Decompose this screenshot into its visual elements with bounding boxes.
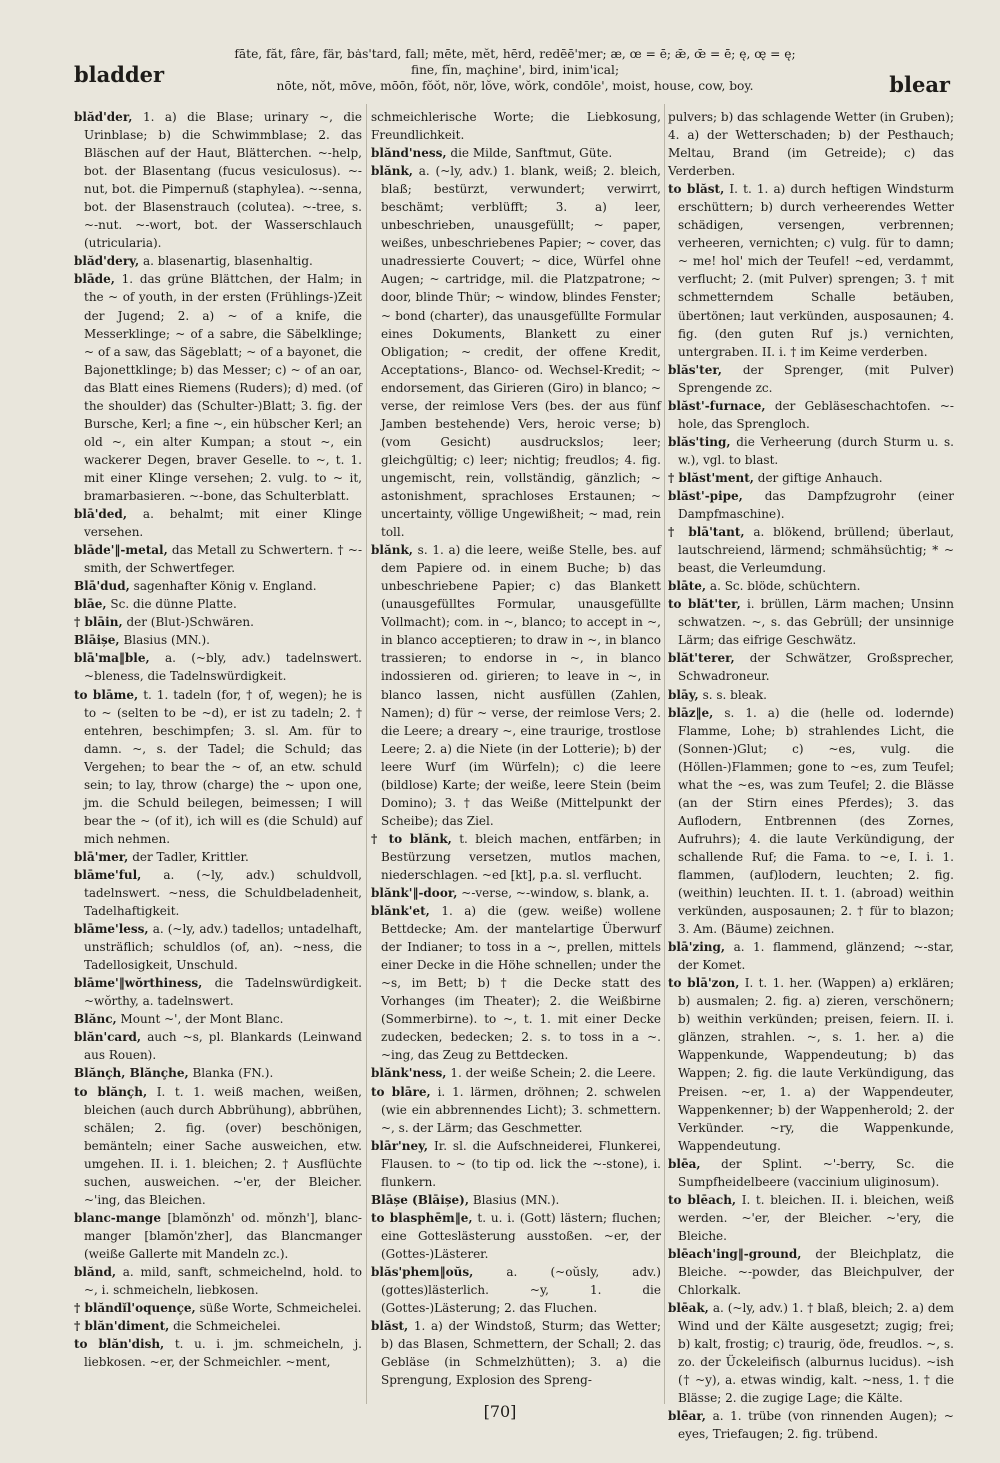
entry-headword: blănd, (74, 1265, 117, 1279)
entry-definition: i. 1. lärmen, dröhnen; 2. schwelen (wie ein abbrennendes Licht); 3. schmettern. ~, s. der Lärm; das Geschmetter. (381, 1084, 661, 1135)
entry-headword: blănk, (371, 543, 413, 558)
entry-definition: die Milde, Sanftmut, Güte. (450, 146, 613, 161)
entry-headword: blăt'terer, (668, 651, 735, 666)
pronunciation-key-line: fine, fĭn, maçhine', bird, inim'ical; (410, 63, 620, 77)
page-header (0, 0, 1000, 100)
pronunciation-key-line: fāte, făt, fâre, fär, bȧs'tard, fall; mēte, mĕt, hērd, redēē'mer; æ, œ = ē; ǣ, œ̄ = ē; ę, œ̨ = ę; (234, 47, 796, 61)
entry-definition: i. brüllen, Lärm machen; Unsinn schwatzen. ~, s. das Gebrüll; der unsinnige Lärm; das eifrige Geschwätz. (678, 597, 954, 648)
dictionary-entry (74, 270, 362, 505)
entry-headword: † blăn'diment, (74, 1319, 170, 1334)
dictionary-entry (371, 162, 661, 541)
dictionary-entry (668, 1155, 954, 1191)
entry-headword: blāy, (668, 687, 699, 702)
dictionary-entry (74, 1064, 362, 1082)
entry-definition: 1. das grüne Blättchen, der Halm; in the ~ of youth, in der ersten (Frühlings-)Zeit der Jugend; 2. a) ~ of a knife, die Messerklinge; ~ of a sabre, die Säbelklinge; ~ of a saw, das Sägeblatt; ~ of a bayonet, die Bajonettklinge; b) das Messer; c) ~ of an oar, das Blatt eines Riemens (Ruders); d) med. (of the shoulder) das (Schulter-)Blatt; 3. fig. der Bursche, Kerl; a fine ~, ein hübscher Kerl; an old ~, ein alter Kumpan; a stout ~, ein wackerer Degen, braver Geselle. to ~, t. 1. mit einer Klinge versehen; 2. vulg. to ~ it, bramarbasieren. ~-bone, das Schulterblatt. (84, 272, 362, 503)
column-3 (668, 108, 954, 1442)
entry-definition: süße Worte, Schmeichelei. (199, 1301, 362, 1316)
entry-definition: t. u. i. jm. schmeicheln, j. liebkosen. ~er, der Schmeichler. ~ment, (84, 1337, 362, 1370)
entry-headword: to blăst, (668, 182, 725, 197)
dictionary-entry (668, 649, 954, 685)
entry-headword: to blēach, (668, 1192, 737, 1207)
entry-headword: † blăndĭl'oquençe, (74, 1301, 196, 1316)
dictionary-entry (74, 1010, 362, 1028)
entry-headword: blāde'‖-metal, (74, 543, 168, 558)
entry-headword: † blā'tant, (668, 525, 745, 540)
entry-definition: a. Sc. blöde, schüchtern. (709, 579, 861, 594)
entry-headword: blāme'less, (74, 922, 149, 937)
dictionary-entry (668, 704, 954, 939)
entry-headword: blăs'ter, (668, 362, 722, 377)
entry-definition: a. (~ly, adv.) tadellos; untadelhaft, unsträflich; schuldlos (of, an). ~ness, die Tadellosigkeit, Unschuld. (84, 922, 362, 973)
dictionary-entry (668, 974, 954, 1154)
entry-definition: der Gebläseschachtofen. ~-hole, das Sprengloch. (678, 398, 954, 431)
entry-headword: to blănçh, (74, 1084, 148, 1099)
entry-headword: Blănçh, Blănçhe, (74, 1066, 189, 1081)
entry-definition: schmeichlerische Worte; die Liebkosung, Freundlichkeit. (371, 110, 661, 143)
entry-headword: Blāșe (Blāișe), (371, 1192, 470, 1207)
dictionary-entry (74, 686, 362, 848)
entry-definition: der Sprenger, (mit Pulver) Sprengende zc. (678, 362, 954, 395)
dictionary-entry (74, 108, 362, 252)
dictionary-entry (668, 361, 954, 397)
entry-headword: blăd'dery, (74, 254, 140, 269)
dictionary-entry (371, 1209, 661, 1263)
entry-headword: blănk, (371, 164, 413, 179)
entry-headword: blăs'ting, (668, 434, 731, 449)
entry-headword: to blasphēm‖e, (371, 1210, 473, 1225)
dictionary-entry (74, 505, 362, 541)
entry-definition: der Bleichplatz, die Bleiche. ~-powder, das Bleichpulver, der Chlorkalk. (678, 1246, 954, 1298)
entry-headword: blanc-mange (74, 1210, 161, 1225)
dictionary-entry (74, 848, 362, 866)
entry-definition: a. (~ly, adv.) 1. † blaß, bleich; 2. a) dem Wind und der Kälte ausgesetzt; zugig; frei; b) kalt, frostig; c) traurig, öde, freudlos. ~, s. zo. der Ückeleifisch (alburnus lucidus). ~ish († ~y), a. etwas windig, kalt. ~ness, 1. † die Blässe; 2. die zugige Lage; die Kälte. (678, 1301, 954, 1406)
dictionary-entry (74, 974, 362, 1010)
entry-definition: s. 1. a) die (helle od. lodernde) Flamme, Lohe; b) strahlendes Licht, die (Sonnen-)Glut; c) ~es, vulg. die (Höllen-)Flammen; gone to ~es, zum Teufel; what the ~es, was zum Teufel; 2. die Blässe (an der Stirn eines Pferdes); 3. das Auflodern, Entbrennen (des Zornes, Aufruhrs); 4. die laute Verkündigung, der schallende Ruf; die Fama. to ~e, I. i. 1. flammen, (auf)lodern, leuchten; 2. fig. (weithin) leuchten. II. t. 1. (abroad) weithin verkünden, ausposaunen; 2. † für to blazon; 3. Am. (Bäume) zeichnen. (678, 705, 954, 937)
dictionary-entry (371, 1083, 661, 1137)
dictionary-entry (668, 180, 954, 360)
dictionary-entry (74, 1317, 362, 1335)
entry-definition: t. 1. tadeln (for, † of, wegen); he is to ~ (selten to be ~d), er ist zu tadeln; 2. † entehren, beschimpfen; 3. sl. Am. für to damn. ~, s. der Tadel; die Schuld; das Vergehen; to bear the ~ of, an etw. schuld sein; to lay, throw (charge) the ~ upon one, jm. die Schuld beilegen, beimessen; I will bear the ~ (of it), ich will es (die Schuld) auf mich nehmen. (84, 687, 362, 846)
entry-headword: † blăst'ment, (668, 470, 754, 485)
entry-headword: to blāre, (371, 1084, 431, 1099)
entry-headword: Blănc, (74, 1012, 117, 1027)
entry-headword: blāz‖e, (668, 705, 714, 720)
dictionary-entry (371, 1317, 661, 1389)
entry-definition: a. blökend, brüllend; überlaut, lautschreiend, lärmend; schmähsüchtig; * ~ beast, die Verleumdung. (678, 525, 954, 576)
entry-definition: 1. a) der Windstoß, Sturm; das Wetter; b) das Blasen, Schmettern, der Schall; 2. das Gebläse (in Schmelzhütten); 3. a) die Sprengung, Explosion des Spreng- (381, 1319, 661, 1388)
dictionary-entry (371, 144, 661, 162)
dictionary-entry (74, 1209, 362, 1263)
entry-headword: blănk'ness, (371, 1066, 447, 1081)
entry-headword: to blāme, (74, 687, 139, 702)
dictionary-entry (74, 252, 362, 270)
entry-headword: blăst, (371, 1319, 409, 1334)
page-number: [70] (483, 1402, 517, 1421)
entry-definition: ~-verse, ~-window, s. blank, a. (461, 886, 650, 901)
dictionary-entry (74, 631, 362, 649)
dictionary-entry (74, 541, 362, 577)
dictionary-entry (371, 108, 661, 144)
dictionary-entry (668, 1299, 954, 1407)
dictionary-entry (74, 577, 362, 595)
entry-headword: blăst'-pipe, (668, 488, 743, 503)
entry-headword: blănk'‖-door, (371, 886, 458, 901)
pronunciation-key (215, 46, 815, 94)
column-1 (74, 108, 362, 1398)
dictionary-entry (668, 577, 954, 595)
entry-definition: das Metall zu Schwertern. † ~-smith, der Schwertfeger. (84, 543, 362, 576)
dictionary-entry (668, 108, 954, 180)
dictionary-entry (371, 1137, 661, 1191)
entry-definition: I. t. 1. weiß machen, weißen, bleichen (auch durch Abbrühung), abbrühen, schälen; 2. fig. (over) beschönigen, bemänteln; einer Sache ausweichen, etw. umgehen. II. i. 1. bleichen; 2. † Ausflüchte suchen, ausweichen. ~'er, der Bleicher. ~'ing, das Bleichen. (84, 1084, 362, 1207)
entry-headword: blēach'ing‖-ground, (668, 1246, 802, 1261)
entry-headword: blāte, (668, 579, 707, 594)
dictionary-entry (668, 487, 954, 523)
dictionary-entry (74, 920, 362, 974)
entry-headword: blāme'‖wŏrthiness, (74, 976, 203, 991)
entry-definition: Blasius (MN.). (123, 633, 210, 648)
entry-definition: die Tadelnswürdigkeit. ~wŏrthy, a. tadelnswert. (84, 976, 362, 1009)
entry-definition: a. (~ly, adv.) schuldvoll, tadelnswert. ~ness, die Schuldbeladenheit, Tadelhaftigkeit. (84, 867, 362, 919)
entry-headword: blā'zing, (668, 940, 726, 955)
entry-definition: der giftige Anhauch. (757, 470, 883, 485)
entry-headword: Blā'dud, (74, 579, 130, 594)
dictionary-entry (74, 1028, 362, 1064)
dictionary-entry (668, 433, 954, 469)
entry-headword: blāe, (74, 597, 107, 612)
entry-headword: blā'ma‖ble, (74, 651, 150, 666)
column-2 (371, 108, 661, 1398)
dictionary-entry (668, 523, 954, 577)
dictionary-entry (74, 595, 362, 613)
entry-headword: blār'ney, (371, 1138, 429, 1153)
entry-definition: a. (~bly, adv.) tadelnswert. ~bleness, die Tadelnswürdigkeit. (84, 651, 362, 684)
entry-definition: pulvers; b) das schlagende Wetter (in Gruben); 4. a) der Wetterschaden; b) der Pesthauch; Meltau, Brand (im Getreide); c) das Verderben. (668, 110, 954, 179)
entry-definition: a. (~oŭsly, adv.) (gottes)lästerlich. ~y, 1. die (Gottes-)Lästerung; 2. das Fluchen. (381, 1265, 661, 1316)
entry-definition: a. blasenartig, blasenhaltig. (142, 254, 313, 269)
entry-headword: blā'ded, (74, 507, 127, 522)
dictionary-entry (74, 649, 362, 685)
dictionary-entry (668, 686, 954, 704)
entry-definition: Mount ~', der Mont Blanc. (120, 1012, 284, 1027)
entry-headword: blăd'der, (74, 110, 133, 124)
dictionary-entry (74, 1263, 362, 1299)
dictionary-entry (668, 595, 954, 649)
dictionary-entry (668, 1191, 954, 1245)
dictionary-entry (668, 469, 954, 487)
dictionary-entry (74, 1299, 362, 1317)
entry-definition: I. t. bleichen. II. i. bleichen, weiß werden. ~'er, der Bleicher. ~'ery, die Bleiche. (678, 1192, 954, 1243)
dictionary-entry (371, 1064, 661, 1082)
entry-definition: s. 1. a) die leere, weiße Stelle, bes. auf dem Papiere od. in einem Buche; b) das unbeschriebene Papier; c) das Blankett (unausgefülltes Formular, unausgefüllte Vollmacht); com. in ~, blanco; to accept in ~, in blanco acceptieren; to draw in ~, in blanco trassieren; to endorse in ~, in blanco indossieren od. girieren; to leave in ~, in blanco lassen, nicht ausfüllen (Zahlen, Namen); d) für ~ verse, der reimlose Vers; 2. die Leere; a dreary ~, eine traurige, trostlose Leere; 2. a) die Niete (in der Lotterie); b) der leere Wurf (im Würfeln); c) die leere (bildlose) Karte; der weiße, leere Stein (beim Domino); 3. † das Weiße (Mittelpunkt der Scheibe); das Ziel. (381, 543, 661, 828)
entry-definition: der Schwätzer, Großsprecher, Schwadroneur. (678, 651, 954, 684)
entry-headword: † to blănk, (371, 831, 452, 846)
dictionary-entry (74, 613, 362, 631)
entry-definition: Sc. die dünne Platte. (110, 597, 237, 612)
entry-definition: 1. a) die (gew. weiße) wollene Bettdecke; Am. der mantelartige Überwurf der Indianer; to toss in a ~, prellen, mittels einer Decke in die Höhe schnellen; under the ~s, im Bett; b) † die Decke statt des Vorhanges (im Theater); 2. die Weißbirne (Sommerbirne). to ~, t. 1. mit einer Decke zudecken, bedecken; 2. s. to toss in a ~. ~ing, das Zeug zu Bettdecken. (381, 904, 661, 1063)
entry-definition: der Splint. ~'-berry, Sc. die Sumpfheidelbeere (vaccinium uliginosum). (678, 1156, 954, 1189)
dictionary-entry (74, 1335, 362, 1371)
dictionary-entry (668, 1245, 954, 1299)
entry-headword: blăn'card, (74, 1030, 142, 1045)
dictionary-entry (74, 866, 362, 920)
entry-definition: der (Blut-)Schwären. (126, 615, 254, 630)
entry-headword: to blăt'ter, (668, 597, 741, 612)
entry-definition: Blasius (MN.). (472, 1192, 560, 1207)
dictionary-entry (371, 1263, 661, 1317)
guide-word-left: bladder (74, 62, 165, 87)
entry-definition: I. t. 1. a) durch heftigen Windsturm erschüttern; b) durch verheerendes Wetter schädigen, versengen, verbrennen; verheeren, vernichten; c) vulg. für to damn; ~ me! hol' mich der Teufel! ~ed, verdammt, verflucht; 2. (mit Pulver) sprengen; 3. † mit schmetterndem Schalle betäuben, übertönen; laut verkünden, ausposaunen; 4. fig. (den guten Ruf js.) vernichten, untergraben. II. i. † im Keime verderben. (678, 182, 954, 359)
dictionary-entry (371, 1191, 661, 1209)
entry-definition: a. behalmt; mit einer Klinge versehen. (84, 507, 362, 540)
dictionary-entry (74, 1083, 362, 1209)
entry-definition: [blamŏnzh' od. mŏnzh'], blanc-manger [blamŏn'zher], das Blancmanger (weiße Gallerte mit Mandeln zc.). (84, 1210, 362, 1261)
entry-definition: I. t. 1. her. (Wappen) a) erklären; b) ausmalen; 2. fig. a) zieren, verschönern; b) weithin verkünden; preisen, feiern. II. i. glänzen, strahlen. ~, s. 1. her. a) die Wappenkunde, Wappendeutung; b) das Wappen; 2. fig. die laute Verkündigung, das Preisen. ~er, 1. a) der Wappendeuter, Wappenkenner; b) der Wappenherold; 2. der Verkünder. ~ry, die Wappenkunde, Wappendeutung. (678, 976, 954, 1153)
dictionary-entry (371, 902, 661, 1064)
entry-headword: † blāin, (74, 615, 123, 630)
entry-definition: Ir. sl. die Aufschneiderei, Flunkerei, Flausen. to ~ (to tip od. lick the ~-stone), i. flunkern. (381, 1138, 661, 1189)
entry-headword: Blāișe, (74, 633, 120, 648)
entry-headword: to blā'zon, (668, 976, 740, 991)
entry-definition: der Tadler, Krittler. (132, 849, 249, 864)
entry-definition: die Schmeichelei. (173, 1319, 281, 1334)
entry-headword: blāme'ful, (74, 867, 142, 882)
dictionary-entry (371, 830, 661, 884)
entry-headword: blănd'ness, (371, 146, 447, 161)
entry-headword: blēar, (668, 1409, 706, 1424)
entry-headword: blănk'et, (371, 904, 430, 919)
entry-definition: a. 1. flammend, glänzend; ~-star, der Komet. (678, 940, 954, 973)
dictionary-entry (371, 541, 661, 830)
dictionary-entry (668, 938, 954, 974)
dictionary-entry (668, 397, 954, 433)
entry-headword: blăs'phem‖oŭs, (371, 1265, 474, 1279)
entry-headword: blāde, (74, 272, 115, 287)
entry-headword: blăst'-furnace, (668, 398, 766, 413)
guide-word-right: blear (889, 72, 950, 97)
dictionary-entry (371, 884, 661, 902)
entry-definition: Blanka (FN.). (192, 1066, 274, 1081)
entry-headword: blēa, (668, 1156, 701, 1171)
entry-headword: blā'mer, (74, 849, 129, 864)
entry-definition: t. bleich machen, entfärben; in Bestürzung versetzen, mutlos machen, niederschlagen. ~ed [kt], p.a. sl. verflucht. (381, 831, 661, 882)
entry-definition: a. 1. trübe (von rinnenden Augen); ~ eyes, Triefaugen; 2. fig. trübend. (678, 1409, 954, 1442)
entry-definition: s. s. bleak. (702, 687, 767, 702)
pronunciation-key-line: nōte, nŏt, mōve, mōōn, fŏŏt, nör, lŏve, wŏrk, condōle', moist, house, cow, boy. (276, 79, 754, 93)
entry-definition: t. u. i. (Gott) lästern; fluchen; eine Gotteslästerung ausstoßen. ~er, der (Gottes-)Lästerer. (381, 1210, 661, 1261)
entry-definition: 1. der weiße Schein; 2. die Leere. (450, 1066, 656, 1081)
entry-definition: 1. a) die Blase; urinary ~, die Urinblase; b) die Schwimmblase; 2. das Bläschen auf der Haut, Blätterchen. ~-help, bot. der Blasentang (fucus vesiculosus). ~-nut, bot. die Pimpernuß (staphylea). ~-senna, bot. der Blasenstrauch (colutea). ~-tree, s. ~-nut. ~-wort, bot. der Wasserschlauch (utricularia). (84, 110, 363, 251)
entry-headword: to blăn'dish, (74, 1337, 165, 1352)
entry-definition: die Verheerung (durch Sturm u. s. w.), vgl. to blast. (678, 434, 954, 467)
entry-definition: auch ~s, pl. Blankards (Leinwand aus Rouen). (84, 1030, 362, 1063)
entry-definition: sagenhafter König v. England. (133, 579, 317, 594)
entry-definition: a. (~ly, adv.) 1. blank, weiß; 2. bleich, blaß; bestürzt, verwundert; verwirrt, beschämt; verblüfft; 3. a) leer, unbeschrieben, unausgefüllt; ~ paper, weißes, unbeschriebenes Papier; ~ cover, das unadressierte Couvert; ~ dice, Würfel ohne Augen; ~ cartridge, mil. die Platzpatrone; ~ door, blinde Thür; ~ window, blindes Fenster; ~ bond (charter), das unausgefüllte Formular eines Dokuments, Blankett zu einer Obligation; ~ credit, der offene Kredit, Acceptations-, Blanco- od. Wechsel-Kredit; ~ endorsement, das Girieren (Giro) in blanco; ~ verse, der reimlose Vers (bes. der aus fünf Jamben bestehende) Vers, heroic verse; b) (vom Gesicht) ausdruckslos; leer; gleichgültig; c) leer; nichtig; freudlos; 4. fig. ungemischt, rein, vollständig, gänzlich; ~ astonishment, sprachloses Erstaunen; ~ uncertainty, völlige Ungewißheit; ~ mad, rein toll. (381, 164, 661, 540)
entry-headword: blēak, (668, 1301, 709, 1316)
entry-definition: a. mild, sanft, schmeichelnd, hold. to ~, i. schmeicheln, liebkosen. (84, 1265, 362, 1298)
entry-definition: das Dampfzugrohr (einer Dampfmaschine). (678, 488, 954, 522)
